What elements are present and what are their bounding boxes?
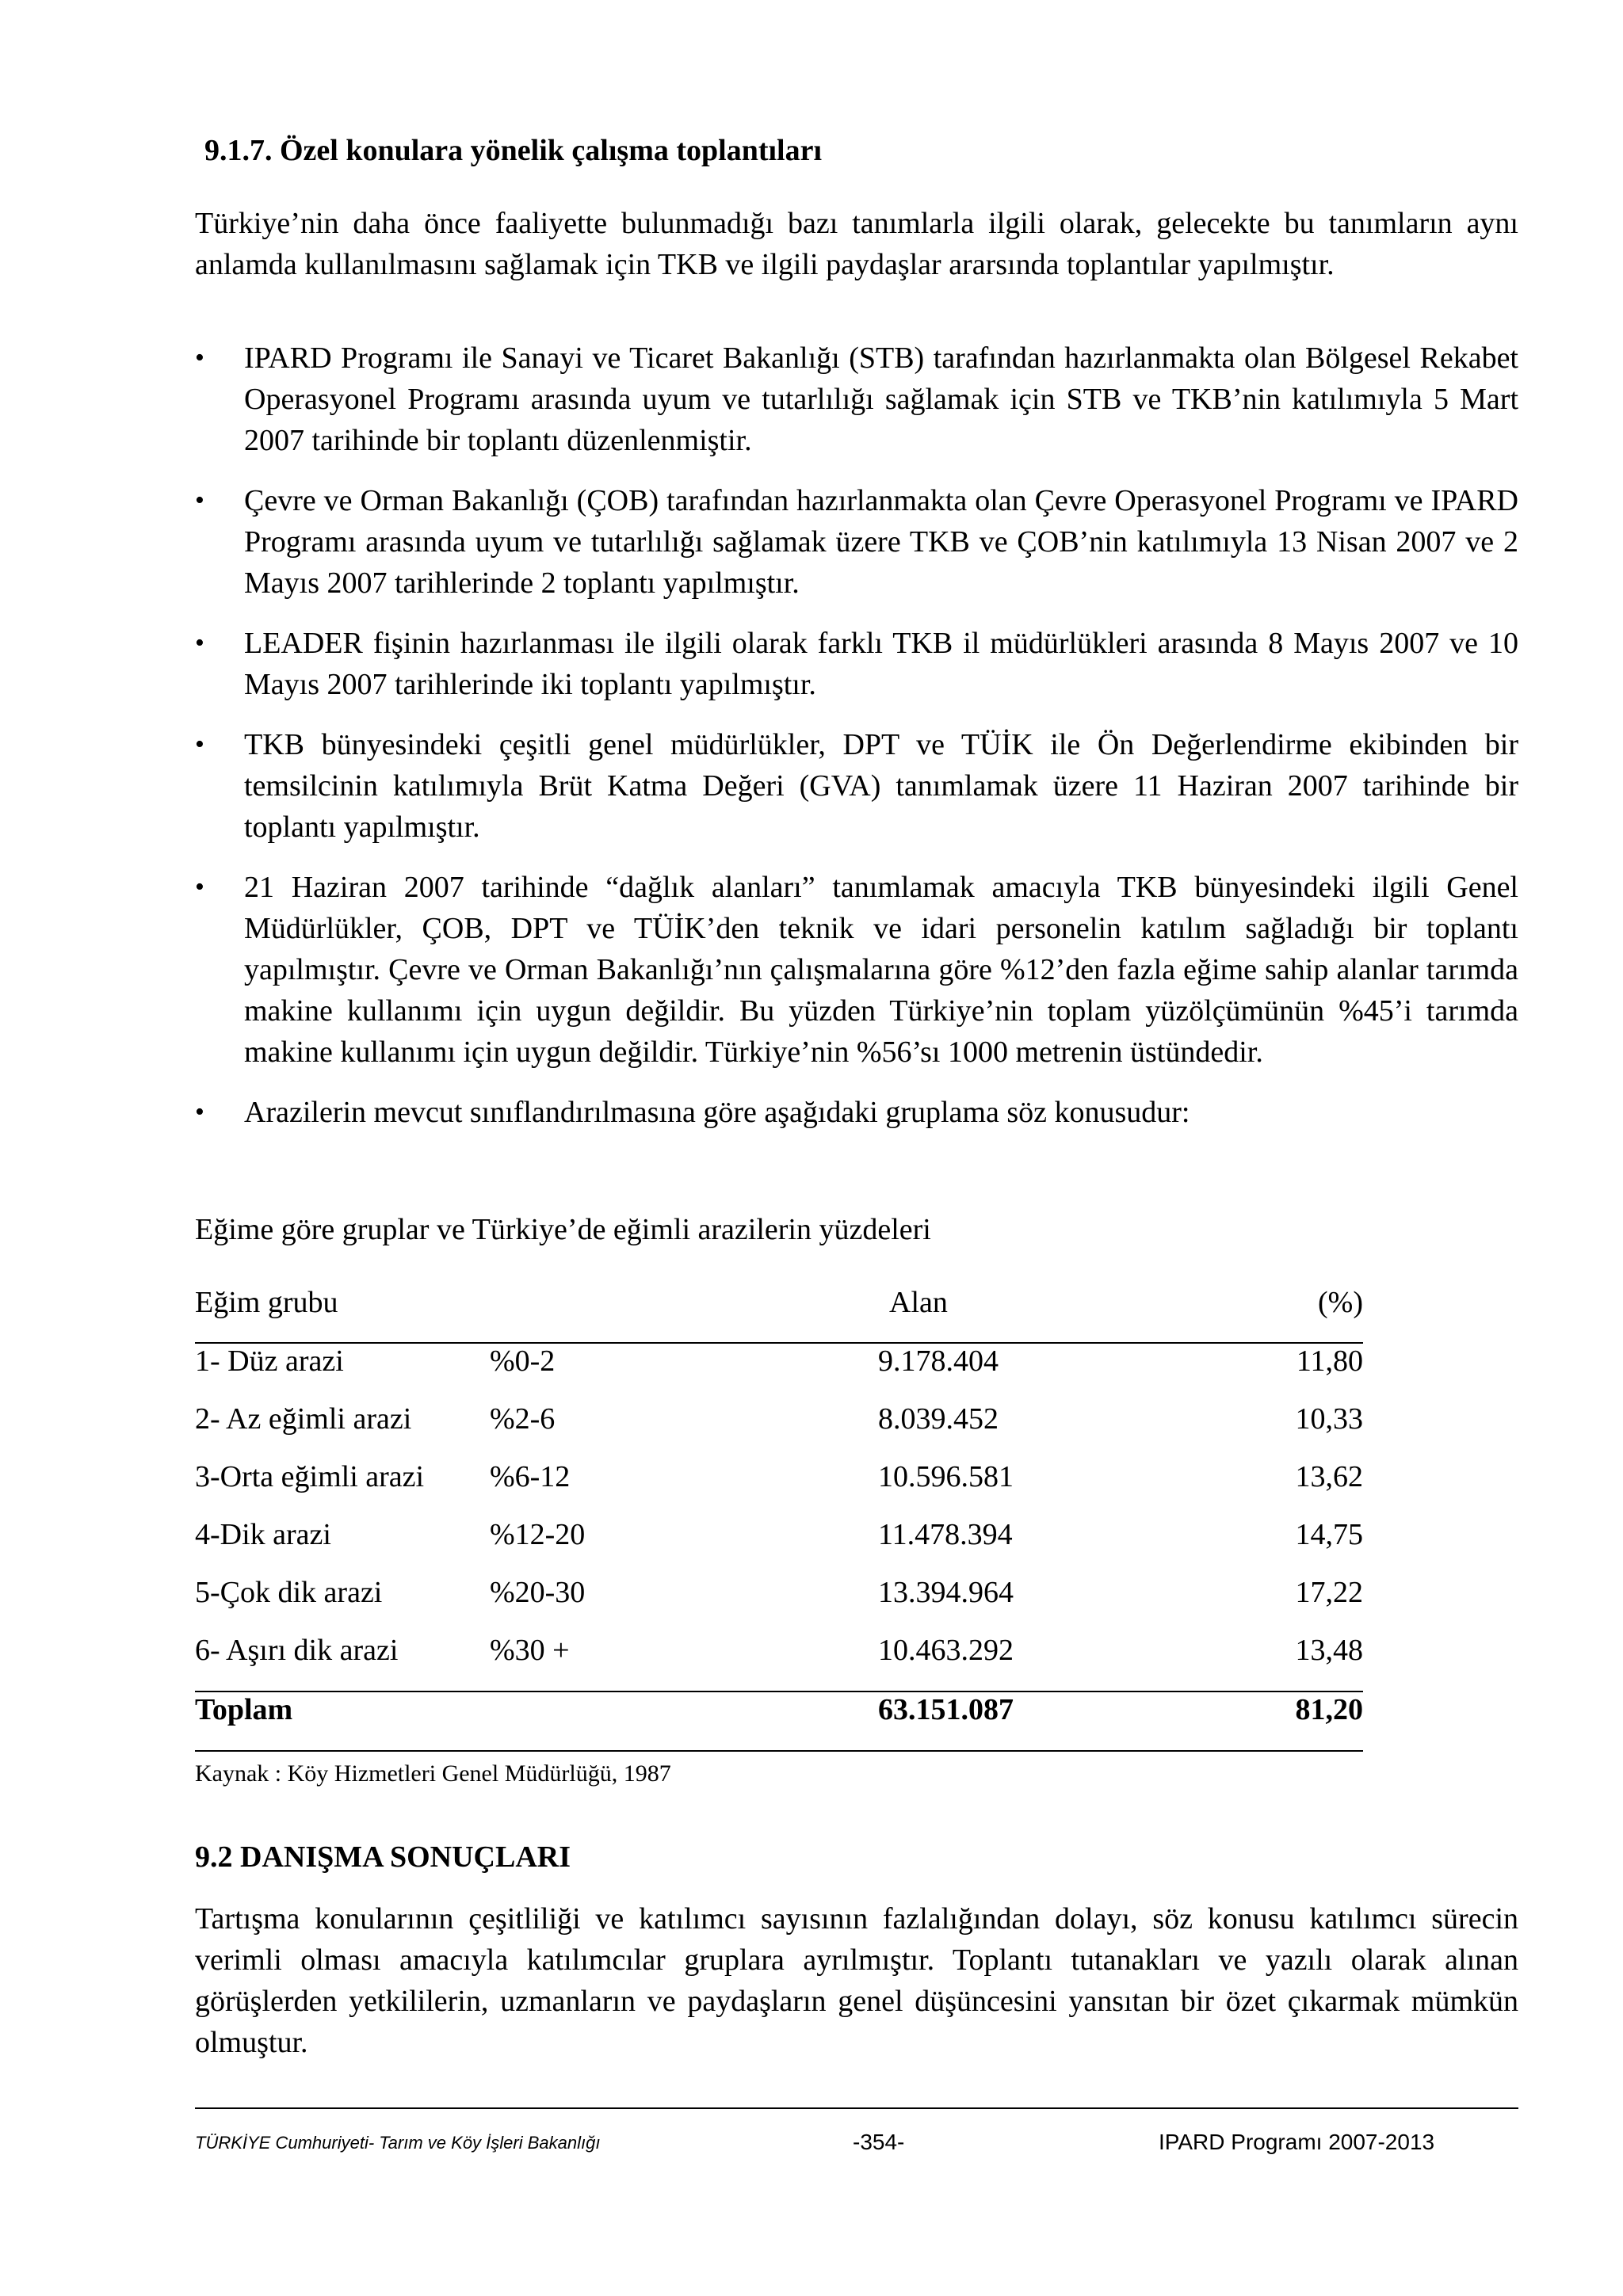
bullet-icon: •: [195, 628, 204, 658]
header-spacer: [490, 1285, 878, 1343]
cell-area: 11.478.394: [878, 1518, 1013, 1551]
total-label: Toplam: [195, 1691, 490, 1751]
footer-program: IPARD Programı 2007-2013: [1159, 2130, 1435, 2154]
bullet-text: LEADER fişinin hazırlanması ile ilgili olarak farklı TKB il müdürlükleri arasında 8 Mayıs 2007 ve 10 Mayıs 2007 tarihlerinde iki toplantı yapılmıştır.: [244, 627, 1518, 701]
slope-group-table: [195, 1285, 1363, 1752]
bullet-icon: •: [195, 872, 204, 902]
cell-slope: %20-30: [490, 1576, 586, 1609]
table-total-row: [195, 1691, 1363, 1751]
cell-area: 8.039.452: [878, 1402, 999, 1436]
page-number: -354-: [853, 2130, 905, 2154]
bullet-item: [195, 480, 1518, 604]
table-row: [195, 1459, 1363, 1517]
cell-percent: 10,33: [1295, 1402, 1363, 1436]
results-paragraph: Tartışma konularının çeşitliliği ve katılımcı sayısının fazlalığından dolayı, söz konusu katılımcı sürecin verimli olması amacıyla katılımcılar gruplara ayrılmıştır. Toplantı tutanakları ve yazılı olarak alınan görüşlerden yetkililerin, uzmanların ve paydaşların genel düşüncesini yansıtan bir özet çıkarmak mümkün olmuştur.: [195, 1902, 1518, 2059]
cell-group: 3-Orta eğimli arazi: [195, 1460, 425, 1493]
table-row: [195, 1575, 1363, 1633]
cell-percent: 11,80: [1296, 1344, 1363, 1378]
cell-percent: 13,62: [1295, 1460, 1363, 1493]
cell-group: 5-Çok dik arazi: [195, 1576, 383, 1609]
header-area: Alan: [878, 1285, 1285, 1343]
bullet-text: TKB bünyesindeki çeşitli genel müdürlükler, DPT ve TÜİK ile Ön Değerlendirme ekibinden bir temsilcinin katılımıyla Brüt Katma Değeri (GVA) tanımlamak üzere 11 Haziran 2007 tarihinde bir toplantı yapılmıştır.: [244, 728, 1518, 844]
cell-slope: %6-12: [490, 1460, 571, 1493]
bullet-icon: •: [195, 1097, 204, 1127]
header-percent: (%): [1285, 1285, 1363, 1343]
cell-slope: %30 +: [490, 1633, 878, 1691]
cell-area: 9.178.404: [878, 1344, 999, 1378]
table-header-row: [195, 1285, 1363, 1343]
cell-percent: 17,22: [1295, 1576, 1363, 1609]
cell-area: 10.463.292: [878, 1633, 1285, 1691]
bullet-item: [195, 867, 1518, 1073]
bullet-item: [195, 623, 1518, 705]
cell-group: 4-Dik arazi: [195, 1518, 331, 1551]
table-row: [195, 1517, 1363, 1575]
cell-area: 13.394.964: [878, 1576, 1014, 1609]
cell-percent: 14,75: [1295, 1518, 1363, 1551]
footer-divider: [195, 2107, 1518, 2109]
bullet-text: Çevre ve Orman Bakanlığı (ÇOB) tarafından hazırlanmakta olan Çevre Operasyonel Programı ve IPARD Programı arasında uyum ve tutarlılığı sağlamak üzere TKB ve ÇOB’nin katılımıyla 13 Nisan 2007 ve 2 Mayıs 2007 tarihlerinde 2 toplantı yapılmıştır.: [244, 484, 1518, 600]
cell-group: 1- Düz arazi: [195, 1344, 344, 1378]
cell-percent: 13,48: [1285, 1633, 1363, 1691]
bullet-item: [195, 338, 1518, 461]
header-slope-group: Eğim grubu: [195, 1285, 490, 1343]
cell-group: 6- Aşırı dik arazi: [195, 1633, 490, 1691]
bullet-icon: •: [195, 730, 204, 759]
cell-slope: %12-20: [490, 1518, 586, 1551]
footer-ministry: TÜRKİYE Cumhuriyeti- Tarım ve Köy İşleri Bakanlığı: [195, 2133, 601, 2153]
table-row: [195, 1633, 1363, 1691]
total-percent: 81,20: [1285, 1691, 1363, 1751]
table-source: Kaynak : Köy Hizmetleri Genel Müdürlüğü, 1987: [195, 1760, 671, 1787]
total-area: 63.151.087: [878, 1691, 1285, 1751]
bullet-item: [195, 724, 1518, 848]
bullet-text: 21 Haziran 2007 tarihinde “dağlık alanları” tanımlamak amacıyla TKB bünyesindeki ilgili Genel Müdürlükler, ÇOB, DPT ve TÜİK’den teknik ve idari personelin katılım sağladığı bir toplantı yapılmıştır. Çevre ve Orman Bakanlığı’nın çalışmalarına göre %12’den fazla eğime sahip alanlar tarımda makine kullanımı için uygun değildir. Bu yüzden Türkiye’nin toplam yüzölçümünün %45’i tarımda makine kullanımı için uygun değildir. Türkiye’nin %56’sı 1000 metrenin üstündedir.: [244, 871, 1518, 1069]
bullet-text: Arazilerin mevcut sınıflandırılmasına göre aşağıdaki gruplama söz konusudur:: [244, 1096, 1190, 1129]
cell-slope: %0-2: [490, 1344, 556, 1378]
bullet-icon: •: [195, 343, 204, 372]
cell-group: 2- Az eğimli arazi: [195, 1402, 412, 1436]
table-row: [195, 1343, 1363, 1402]
bullet-icon: •: [195, 486, 204, 515]
total-spacer: [490, 1691, 878, 1751]
section-heading: 9.1.7. Özel konulara yönelik çalışma toplantıları: [204, 134, 823, 167]
bullet-text: IPARD Programı ile Sanayi ve Ticaret Bakanlığı (STB) tarafından hazırlanmakta olan Bölgesel Rekabet Operasyonel Programı arasında uyum ve tutarlılığı sağlamak için STB ve TKB’nin katılımıyla 5 Mart 2007 tarihinde bir toplantı düzenlenmiştir.: [244, 341, 1518, 457]
table-title: Eğime göre gruplar ve Türkiye’de eğimli arazilerin yüzdeleri: [195, 1213, 931, 1246]
cell-slope: %2-6: [490, 1402, 556, 1436]
bullet-item: [195, 1092, 1518, 1133]
cell-area: 10.596.581: [878, 1460, 1014, 1493]
intro-paragraph: Türkiye’nin daha önce faaliyette bulunmadığı bazı tanımlarla ilgili olarak, gelecekte bu tanımların aynı anlamda kullanılmasını sağlamak için TKB ve ilgili paydaşlar ararsında toplantılar yapılmıştır.: [195, 207, 1518, 281]
results-heading: 9.2 DANIŞMA SONUÇLARI: [195, 1840, 571, 1874]
meeting-bullet-list: [195, 338, 1518, 1152]
table-row: [195, 1402, 1363, 1459]
